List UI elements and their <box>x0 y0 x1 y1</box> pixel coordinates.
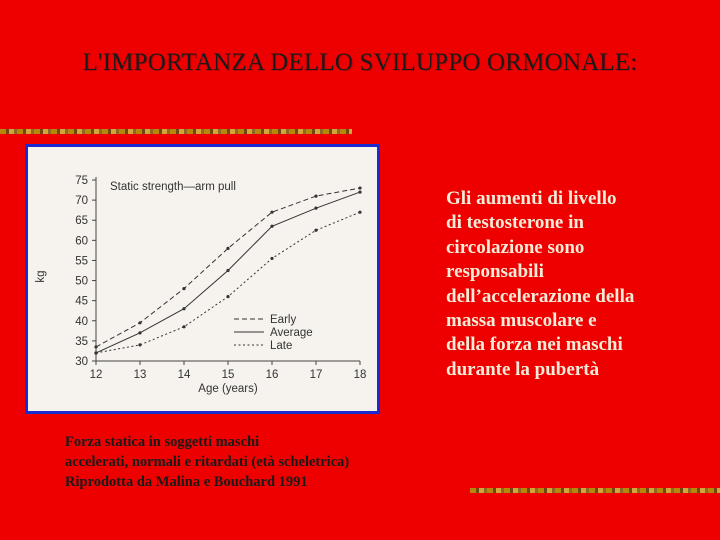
side-text-line: della forza nei maschi <box>446 334 623 356</box>
side-text <box>446 187 706 382</box>
slide-title: L'IMPORTANZA DELLO SVILUPPO ORMONALE: <box>82 49 638 76</box>
data-point-late <box>182 325 185 328</box>
data-point-average <box>182 307 185 310</box>
x-tick-label: 13 <box>133 369 147 381</box>
strength-chart <box>28 147 377 411</box>
y-axis-label: kg <box>35 270 47 283</box>
data-point-early <box>138 321 141 324</box>
data-point-late <box>270 257 273 260</box>
side-text-line: responsabili <box>446 261 544 283</box>
chart-title: Static strength—arm pull <box>110 181 236 193</box>
side-text-line: massa muscolare e <box>446 310 597 332</box>
chart-series-layer <box>94 186 361 354</box>
x-tick-label: 18 <box>353 369 367 381</box>
side-text-line: Gli aumenti di livello <box>446 188 617 209</box>
x-tick-label: 15 <box>221 369 235 381</box>
x-tick-label: 14 <box>177 369 191 381</box>
side-text-line: circolazione sono <box>446 236 585 258</box>
caption-line: Riprodotta da Malina e Bouchard 1991 <box>65 474 308 490</box>
data-point-early <box>358 186 361 189</box>
series-line-late <box>96 212 360 353</box>
side-text-line: durante la pubertà <box>446 358 600 380</box>
data-point-late <box>226 295 229 298</box>
legend-label-average: Average <box>270 327 313 339</box>
series-line-early <box>96 188 360 347</box>
data-point-early <box>182 287 185 290</box>
x-tick-label: 17 <box>309 369 323 381</box>
data-point-late <box>138 343 141 346</box>
x-tick-label: 16 <box>265 369 279 381</box>
data-point-average <box>138 331 141 334</box>
data-point-average <box>226 269 229 272</box>
side-text-line: di testosterone in <box>446 212 584 234</box>
decorative-rule-top <box>0 129 352 134</box>
chart-frame <box>25 144 380 414</box>
y-tick-label: 75 <box>75 175 88 187</box>
y-tick-label: 40 <box>75 315 88 328</box>
data-point-early <box>314 194 317 197</box>
series-line-average <box>96 192 360 353</box>
data-point-late <box>358 211 361 214</box>
y-tick-label: 65 <box>75 215 88 228</box>
y-tick-label: 35 <box>75 335 88 348</box>
data-point-average <box>358 190 361 193</box>
data-point-early <box>94 345 97 348</box>
y-tick-label: 55 <box>75 255 88 268</box>
y-tick-label: 30 <box>75 356 88 368</box>
legend-label-early: Early <box>270 314 297 326</box>
x-tick-label: 12 <box>89 369 103 381</box>
data-point-average <box>314 207 317 210</box>
caption-line: Forza statica in soggetti maschi <box>65 434 260 450</box>
figure-caption <box>65 432 435 492</box>
decorative-rule-bottom <box>470 488 720 493</box>
side-text-line: dell’accelerazione della <box>446 285 635 307</box>
x-axis-label: Age (years) <box>198 383 258 395</box>
data-point-early <box>270 211 273 214</box>
y-tick-label: 50 <box>75 275 88 288</box>
data-point-late <box>314 229 317 232</box>
data-point-average <box>270 225 273 228</box>
data-point-early <box>226 247 229 250</box>
y-tick-label: 45 <box>75 295 88 308</box>
y-tick-label: 60 <box>75 235 88 248</box>
y-tick-label: 70 <box>75 195 88 208</box>
legend-label-late: Late <box>270 340 293 352</box>
data-point-late <box>94 351 97 354</box>
chart-legend <box>234 314 313 352</box>
caption-line: accelerati, normali e ritardati (età scheletrica) <box>65 454 350 470</box>
